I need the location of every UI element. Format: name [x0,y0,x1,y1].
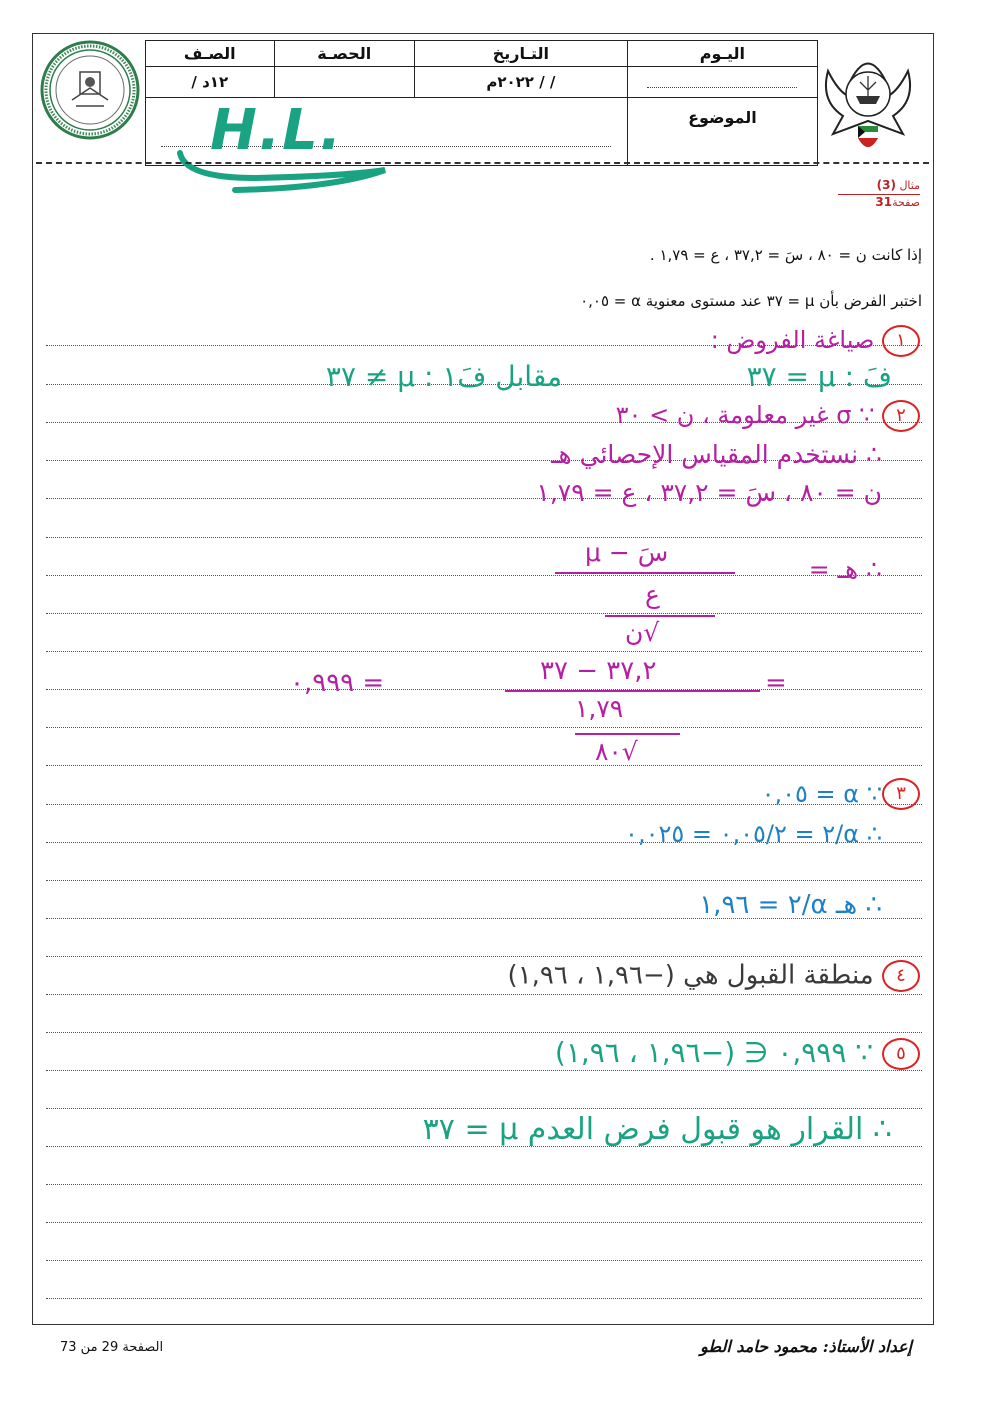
formula-denominator-root: √ن [625,618,660,647]
acceptance-region: منطقة القبول هي (−١,٩٦ ، ١,٩٦) [507,960,874,991]
step-4-number: ٤ [882,960,920,992]
calc-equals: = [765,668,787,698]
ruled-line [46,1108,922,1109]
ruled-line [46,1260,922,1261]
step-3-number: ٣ [882,778,920,810]
step-2-line-1: ∵ σ غير معلومة ، ن > ٣٠ [615,401,875,429]
class-value: ١٢د / [146,67,275,98]
step-4 [508,960,920,992]
step-2-line-2: ∴ نستخدم المقياس الإحصائي هـ [551,440,882,469]
calc-result: = ٠,٩٩٩ [290,668,385,698]
example-word: مثال [899,179,920,192]
calc-denominator-sd: ١,٧٩ [575,694,624,723]
formula-numerator: سَ − μ [585,538,669,567]
example-label [838,178,920,210]
ruled-line [46,956,922,957]
day-label: اليـوم [627,41,817,67]
step-2-number: ٢ [882,400,920,432]
ruled-line [46,1070,922,1071]
calc-numerator: ٣٧,٢ − ٣٧ [540,656,657,686]
calc-denominator-root: √٨٠ [595,737,638,766]
ruled-line [46,880,922,881]
period-field [274,67,414,98]
step-3 [882,778,920,810]
ruled-line [46,1032,922,1033]
alpha-line: ∵ α = ٠,٠٥ [761,780,882,808]
class-label: الصـف [146,41,275,67]
ruled-line [46,1222,922,1223]
z-critical-line: ∴ هـ α/٢ = ١,٩٦ [699,890,882,920]
example-number: (3) [876,178,896,192]
ruled-line [46,651,922,652]
subject-underline-stroke [175,148,395,198]
step-2-line-3: ن = ٨٠ ، سَ = ٣٧,٢ ، ع = ١,٧٩ [536,478,882,507]
ruled-line [46,537,922,538]
handwritten-subject: H.L. [210,98,344,163]
ruled-line [46,727,922,728]
header-separator [36,162,929,164]
formula-denominator-sd: ع [645,580,660,609]
ruled-line [46,994,922,995]
author-credit: إعداد الأستاذ: محمود حامد الطو [700,1337,912,1356]
step-2 [616,400,920,432]
ruled-line [46,613,922,614]
decision-line: ∴ القرار هو قبول فرض العدم μ = ٣٧ [422,1112,892,1147]
calc-inner-bar [575,733,680,735]
ruled-line [46,1298,922,1299]
question-line-2: اختبر الفرض بأن μ = ٣٧ عند مستوى معنوية α = ٠,٠٥ [580,292,922,310]
state-emblem-logo [818,46,918,161]
hypotheses-alt: مقابل فَ١ : μ ≠ ٣٧ [325,360,562,393]
day-dotted-line [647,77,797,88]
page-info: الصفحة 29 من 73 [60,1340,164,1355]
formula-inner-bar [605,615,715,617]
half-alpha-line: ∴ α/٢ = ٠,٠٥/٢ = ٠,٠٢٥ [625,820,882,848]
date-label: التـاريخ [414,41,627,67]
step-1 [711,325,920,357]
formula-lhs: ∴ هـ = [808,555,882,584]
calc-fraction-bar [505,690,760,692]
example-page-number: 31 [875,195,893,209]
step-1-title: صياغة الفروض : [710,326,875,354]
ruled-line [46,1184,922,1185]
step-5-number: ٥ [882,1038,920,1070]
school-seal-logo [40,40,140,140]
step-1-number: ١ [882,325,920,357]
hypotheses-null: فَ : μ = ٣٧ [746,360,892,393]
day-field [627,67,817,98]
question-line-1: إذا كانت ن = ٨٠ ، سَ = ٣٧,٢ ، ع = ١,٧٩ . [649,246,922,264]
example-page-word: صفحة [892,196,920,209]
page-number [60,1340,163,1355]
ruled-line [46,765,922,766]
period-label: الحصـة [274,41,414,67]
membership-line: ∵ ٠,٩٩٩ ∈ (−١,٩٦ ، ١,٩٦) [554,1036,874,1069]
ruled-line [46,689,922,690]
ruled-line [46,575,922,576]
formula-fraction-bar [555,572,735,574]
date-value: / / ٢٠٢٢م [414,67,627,98]
step-5 [555,1036,920,1070]
subject-label: الموضوع [627,98,817,166]
